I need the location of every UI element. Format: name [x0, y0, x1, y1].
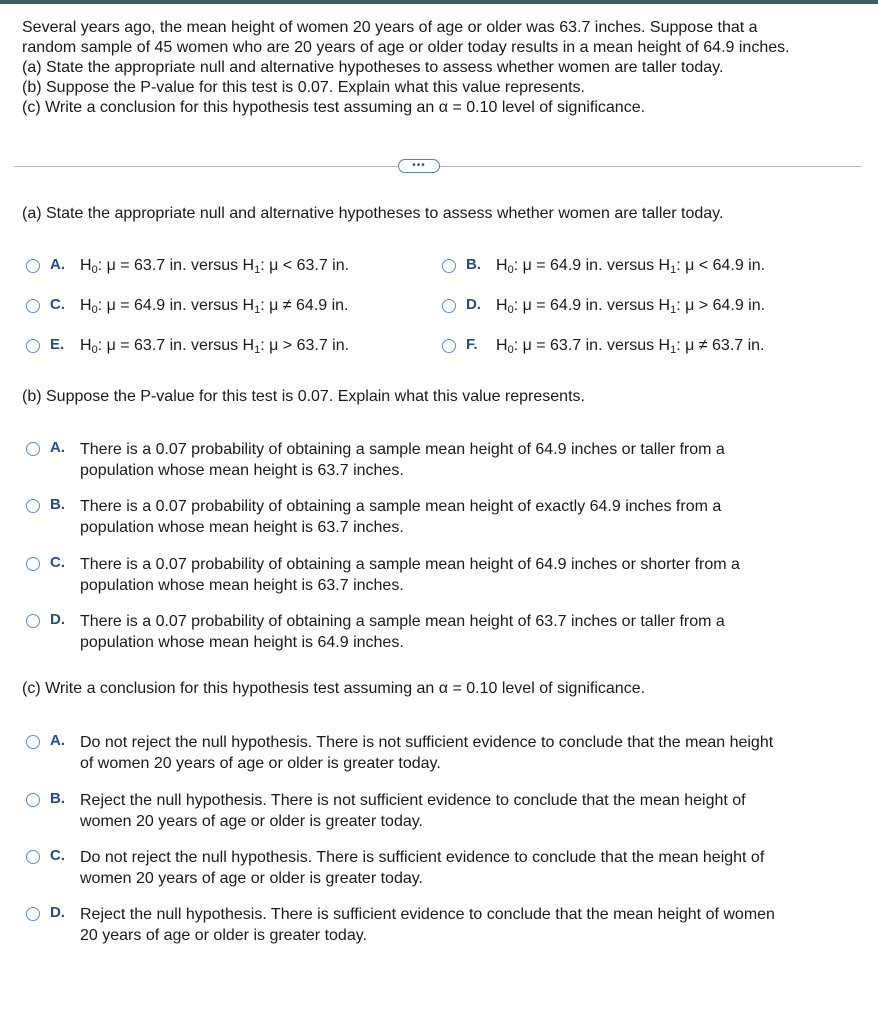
problem-statement: [22, 18, 862, 118]
option-letter: C.: [50, 847, 65, 864]
option-letter: A.: [50, 256, 65, 273]
option-letter: B.: [466, 256, 481, 273]
radio-button[interactable]: [26, 793, 40, 807]
intro-line: random sample of 45 women who are 20 years of age or older today results in a mean height of 64.9 inches.: [22, 39, 790, 56]
option-text: There is a 0.07 probability of obtaining a sample mean height of 64.9 inches or taller from a population whose mean height is 63.7 inches.: [80, 441, 725, 479]
radio-button[interactable]: [442, 339, 456, 353]
radio-button[interactable]: [26, 259, 40, 273]
part-b-option-b[interactable]: [26, 496, 721, 538]
radio-button[interactable]: [26, 299, 40, 313]
option-letter: C.: [50, 554, 65, 571]
part-a-question: (a) State the appropriate null and alternative hypotheses to assess whether women are taller today.: [22, 205, 724, 222]
radio-button[interactable]: [442, 299, 456, 313]
option-letter: C.: [50, 296, 65, 313]
part-a-option-f[interactable]: [442, 336, 765, 356]
radio-button[interactable]: [26, 499, 40, 513]
top-accent-bar: [0, 0, 878, 4]
radio-button[interactable]: [26, 907, 40, 921]
option-text: Do not reject the null hypothesis. There is sufficient evidence to conclude that the mean height of women 20 years of age or older is greater today.: [80, 849, 765, 887]
part-c-option-c[interactable]: [26, 847, 764, 889]
option-letter: D.: [50, 904, 65, 921]
part-a-option-b[interactable]: [442, 256, 765, 276]
option-text: $H_0$: μ = 64.9 in. versus $H_1$: μ > 64.9 in.: [496, 297, 766, 316]
option-text: There is a 0.07 probability of obtaining a sample mean height of 63.7 inches or taller from a population whose mean height is 64.9 inches.: [80, 613, 725, 651]
option-letter: B.: [50, 790, 65, 807]
option-letter: F.: [466, 336, 478, 353]
option-text: $H_0$: μ = 63.7 in. versus $H_1$: μ < 63.7 in.: [80, 257, 350, 276]
radio-button[interactable]: [26, 557, 40, 571]
part-b-option-a[interactable]: [26, 439, 725, 481]
intro-line: (c) Write a conclusion for this hypothesis test assuming an α = 0.10 level of significance.: [22, 99, 646, 116]
radio-button[interactable]: [26, 735, 40, 749]
option-text: $H_0$: μ = 63.7 in. versus $H_1$: μ ≠ 63.7 in.: [496, 337, 765, 356]
option-letter: B.: [50, 496, 65, 513]
part-b-question: (b) Suppose the P-value for this test is 0.07. Explain what this value represents.: [22, 388, 585, 405]
option-text: $H_0$: μ = 64.9 in. versus $H_1$: μ ≠ 64.9 in.: [80, 297, 349, 316]
option-text: $H_0$: μ = 64.9 in. versus $H_1$: μ < 64.9 in.: [496, 257, 766, 276]
part-a-option-d[interactable]: [442, 296, 765, 316]
option-text: Do not reject the null hypothesis. There is not sufficient evidence to conclude that the mean height of women 20 years of age or older is greater today.: [80, 734, 774, 772]
option-letter: D.: [466, 296, 481, 313]
part-c-option-b[interactable]: [26, 790, 746, 832]
radio-button[interactable]: [26, 442, 40, 456]
radio-button[interactable]: [26, 850, 40, 864]
intro-line: (b) Suppose the P-value for this test is 0.07. Explain what this value represents.: [22, 79, 585, 96]
part-a-option-e[interactable]: [26, 336, 349, 356]
part-a-option-c[interactable]: [26, 296, 349, 316]
option-text: There is a 0.07 probability of obtaining a sample mean height of exactly 64.9 inches from a population whose mean height is 63.7 inches.: [80, 498, 722, 536]
radio-button[interactable]: [442, 259, 456, 273]
part-c-option-d[interactable]: [26, 904, 775, 946]
option-text: There is a 0.07 probability of obtaining a sample mean height of 64.9 inches or shorter from a population whose mean height is 63.7 inches.: [80, 556, 740, 594]
radio-button[interactable]: [26, 339, 40, 353]
option-letter: A.: [50, 732, 65, 749]
option-text: $H_0$: μ = 63.7 in. versus $H_1$: μ > 63.7 in.: [80, 337, 350, 356]
part-c-question: (c) Write a conclusion for this hypothesis test assuming an α = 0.10 level of significance.: [22, 680, 646, 697]
option-text: Reject the null hypothesis. There is sufficient evidence to conclude that the mean height of women 20 years of age or older is greater today.: [80, 906, 775, 944]
part-c-option-a[interactable]: [26, 732, 773, 774]
radio-button[interactable]: [26, 614, 40, 628]
intro-line: (a) State the appropriate null and alternative hypotheses to assess whether women are taller today.: [22, 59, 724, 76]
intro-line: Several years ago, the mean height of women 20 years of age or older was 63.7 inches. Suppose that a: [22, 19, 758, 36]
option-letter: D.: [50, 611, 65, 628]
option-letter: A.: [50, 439, 65, 456]
expand-more-button[interactable]: •••: [398, 159, 440, 173]
option-letter: E.: [50, 336, 65, 353]
option-text: Reject the null hypothesis. There is not sufficient evidence to conclude that the mean height of women 20 years of age or older is greater today.: [80, 792, 746, 830]
part-b-option-c[interactable]: [26, 554, 740, 596]
part-b-option-d[interactable]: [26, 611, 725, 653]
part-a-option-a[interactable]: [26, 256, 349, 276]
